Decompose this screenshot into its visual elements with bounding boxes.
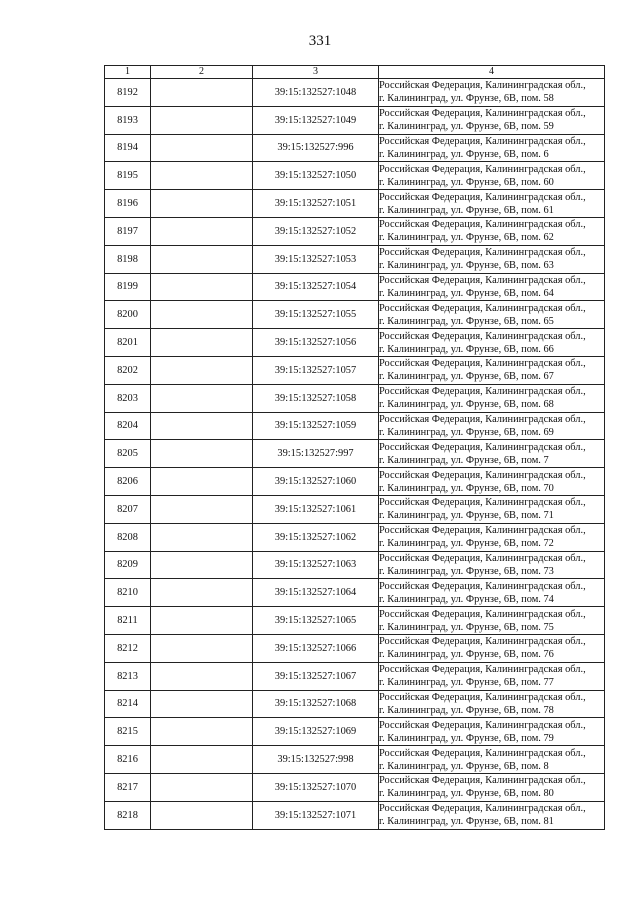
- row-number-cell: 8192: [105, 79, 151, 107]
- row-number-cell: 8201: [105, 329, 151, 357]
- address-cell: [379, 301, 605, 329]
- cadastral-number-cell: 39:15:132527:1063: [253, 551, 379, 579]
- cadastral-number-cell: 39:15:132527:1056: [253, 329, 379, 357]
- address-line-2: г. Калининград, ул. Фрунзе, 6В, пом. 77: [379, 677, 554, 689]
- empty-cell: [151, 523, 253, 551]
- row-number-cell: 8199: [105, 273, 151, 301]
- address-line-1: Российская Федерация, Калининградская обл.,: [379, 636, 586, 648]
- address-cell: [379, 662, 605, 690]
- table-row: [105, 801, 605, 829]
- table-row: [105, 718, 605, 746]
- address-line-1: Российская Федерация, Калининградская обл.,: [379, 664, 586, 676]
- address-line-1: Российская Федерация, Калининградская обл.,: [379, 803, 586, 815]
- cadastral-number-cell: 39:15:132527:1067: [253, 662, 379, 690]
- address-line-2: г. Калининград, ул. Фрунзе, 6В, пом. 66: [379, 343, 554, 355]
- address-line-2: г. Калининград, ул. Фрунзе, 6В, пом. 58: [379, 93, 554, 105]
- address-line-2: г. Калининград, ул. Фрунзе, 6В, пом. 80: [379, 788, 554, 800]
- address-line-2: г. Калининград, ул. Фрунзе, 6В, пом. 61: [379, 204, 554, 216]
- address-line-2: г. Калининград, ул. Фрунзе, 6В, пом. 8: [379, 760, 549, 772]
- row-number-cell: 8203: [105, 384, 151, 412]
- table-body: [105, 79, 605, 830]
- address-cell: [379, 162, 605, 190]
- address-cell: [379, 579, 605, 607]
- empty-cell: [151, 801, 253, 829]
- address-line-1: Российская Федерация, Калининградская обл.,: [379, 525, 586, 537]
- empty-cell: [151, 412, 253, 440]
- empty-cell: [151, 217, 253, 245]
- empty-cell: [151, 162, 253, 190]
- empty-cell: [151, 384, 253, 412]
- row-number-cell: 8214: [105, 690, 151, 718]
- empty-cell: [151, 718, 253, 746]
- row-number-cell: 8196: [105, 190, 151, 218]
- address-line-2: г. Калининград, ул. Фрунзе, 6В, пом. 73: [379, 565, 554, 577]
- address-line-1: Российская Федерация, Калининградская обл.,: [379, 358, 586, 370]
- empty-cell: [151, 746, 253, 774]
- address-cell: [379, 329, 605, 357]
- address-cell: [379, 690, 605, 718]
- cadastral-number-cell: 39:15:132527:1048: [253, 79, 379, 107]
- table-row: [105, 412, 605, 440]
- row-number-cell: 8202: [105, 356, 151, 384]
- address-line-1: Российская Федерация, Калининградская обл.,: [379, 691, 586, 703]
- cadastral-number-cell: 39:15:132527:996: [253, 134, 379, 162]
- row-number-cell: 8217: [105, 773, 151, 801]
- cadastral-number-cell: 39:15:132527:1065: [253, 607, 379, 635]
- address-line-1: Российская Федерация, Калининградская обл.,: [379, 274, 586, 286]
- cadastral-number-cell: 39:15:132527:1058: [253, 384, 379, 412]
- table-row: [105, 551, 605, 579]
- table-row: [105, 217, 605, 245]
- table-row: [105, 106, 605, 134]
- address-cell: [379, 134, 605, 162]
- empty-cell: [151, 579, 253, 607]
- empty-cell: [151, 440, 253, 468]
- address-line-1: Российская Федерация, Калининградская обл.,: [379, 552, 586, 564]
- empty-cell: [151, 662, 253, 690]
- row-number-cell: 8211: [105, 607, 151, 635]
- row-number-cell: 8213: [105, 662, 151, 690]
- cadastral-number-cell: 39:15:132527:1060: [253, 468, 379, 496]
- address-line-2: г. Калининград, ул. Фрунзе, 6В, пом. 76: [379, 649, 554, 661]
- address-line-1: Российская Федерация, Калининградская обл.,: [379, 580, 586, 592]
- row-number-cell: 8215: [105, 718, 151, 746]
- address-cell: [379, 106, 605, 134]
- table-row: [105, 746, 605, 774]
- table-row: [105, 440, 605, 468]
- row-number-cell: 8205: [105, 440, 151, 468]
- empty-cell: [151, 468, 253, 496]
- cadastral-number-cell: 39:15:132527:1061: [253, 495, 379, 523]
- cadastral-number-cell: 39:15:132527:1069: [253, 718, 379, 746]
- table-row: [105, 301, 605, 329]
- address-line-1: Российская Федерация, Калининградская обл.,: [379, 191, 586, 203]
- address-line-2: г. Калининград, ул. Фрунзе, 6В, пом. 65: [379, 315, 554, 327]
- table-row: [105, 468, 605, 496]
- table-row: [105, 273, 605, 301]
- cadastral-number-cell: 39:15:132527:1049: [253, 106, 379, 134]
- address-cell: [379, 773, 605, 801]
- column-header: 3: [253, 66, 379, 79]
- address-line-1: Российская Федерация, Калининградская обл.,: [379, 302, 586, 314]
- address-line-1: Российская Федерация, Калининградская обл.,: [379, 80, 586, 92]
- empty-cell: [151, 773, 253, 801]
- address-cell: [379, 607, 605, 635]
- row-number-cell: 8194: [105, 134, 151, 162]
- address-line-2: г. Калининград, ул. Фрунзе, 6В, пом. 62: [379, 232, 554, 244]
- empty-cell: [151, 607, 253, 635]
- address-line-1: Российская Федерация, Калининградская обл.,: [379, 719, 586, 731]
- address-line-2: г. Калининград, ул. Фрунзе, 6В, пом. 75: [379, 621, 554, 633]
- table-row: [105, 634, 605, 662]
- cadastral-number-cell: 39:15:132527:1057: [253, 356, 379, 384]
- address-line-2: г. Калининград, ул. Фрунзе, 6В, пом. 79: [379, 732, 554, 744]
- row-number-cell: 8212: [105, 634, 151, 662]
- table-row: [105, 190, 605, 218]
- address-line-2: г. Калининград, ул. Фрунзе, 6В, пом. 74: [379, 593, 554, 605]
- address-cell: [379, 746, 605, 774]
- address-cell: [379, 440, 605, 468]
- empty-cell: [151, 551, 253, 579]
- row-number-cell: 8195: [105, 162, 151, 190]
- row-number-cell: 8210: [105, 579, 151, 607]
- cadastral-number-cell: 39:15:132527:1062: [253, 523, 379, 551]
- address-line-2: г. Калининград, ул. Фрунзе, 6В, пом. 64: [379, 287, 554, 299]
- address-line-1: Российская Федерация, Калининградская обл.,: [379, 108, 586, 120]
- address-cell: [379, 190, 605, 218]
- address-line-1: Российская Федерация, Калининградская обл.,: [379, 219, 586, 231]
- row-number-cell: 8206: [105, 468, 151, 496]
- table-row: [105, 384, 605, 412]
- cadastral-number-cell: 39:15:132527:1059: [253, 412, 379, 440]
- table-row: [105, 245, 605, 273]
- empty-cell: [151, 79, 253, 107]
- empty-cell: [151, 106, 253, 134]
- address-line-1: Российская Федерация, Калининградская обл.,: [379, 469, 586, 481]
- table-row: [105, 329, 605, 357]
- row-number-cell: 8200: [105, 301, 151, 329]
- address-cell: [379, 495, 605, 523]
- address-cell: [379, 356, 605, 384]
- cadastral-number-cell: 39:15:132527:1051: [253, 190, 379, 218]
- address-line-1: Российская Федерация, Калининградская обл.,: [379, 247, 586, 259]
- address-line-2: г. Калининград, ул. Фрунзе, 6В, пом. 72: [379, 538, 554, 550]
- address-line-2: г. Калининград, ул. Фрунзе, 6В, пом. 69: [379, 426, 554, 438]
- address-line-1: Российская Федерация, Калининградская обл.,: [379, 163, 586, 175]
- column-header: 2: [151, 66, 253, 79]
- cadastral-number-cell: 39:15:132527:1066: [253, 634, 379, 662]
- empty-cell: [151, 134, 253, 162]
- address-line-2: г. Калининград, ул. Фрунзе, 6В, пом. 63: [379, 260, 554, 272]
- empty-cell: [151, 273, 253, 301]
- address-cell: [379, 523, 605, 551]
- address-line-1: Российская Федерация, Калининградская обл.,: [379, 747, 586, 759]
- table-row: [105, 579, 605, 607]
- cadastral-number-cell: 39:15:132527:1064: [253, 579, 379, 607]
- row-number-cell: 8208: [105, 523, 151, 551]
- address-line-2: г. Калининград, ул. Фрунзе, 6В, пом. 70: [379, 482, 554, 494]
- empty-cell: [151, 190, 253, 218]
- table-header-row: [105, 66, 605, 79]
- address-cell: [379, 634, 605, 662]
- row-number-cell: 8197: [105, 217, 151, 245]
- address-line-2: г. Калининград, ул. Фрунзе, 6В, пом. 81: [379, 816, 554, 828]
- address-line-2: г. Калининград, ул. Фрунзе, 6В, пом. 68: [379, 399, 554, 411]
- address-cell: [379, 245, 605, 273]
- address-cell: [379, 412, 605, 440]
- column-header: 1: [105, 66, 151, 79]
- address-line-2: г. Калининград, ул. Фрунзе, 6В, пом. 78: [379, 704, 554, 716]
- table-row: [105, 134, 605, 162]
- row-number-cell: 8198: [105, 245, 151, 273]
- row-number-cell: 8209: [105, 551, 151, 579]
- cadastral-number-cell: 39:15:132527:1053: [253, 245, 379, 273]
- cadastral-number-cell: 39:15:132527:1050: [253, 162, 379, 190]
- empty-cell: [151, 329, 253, 357]
- table-row: [105, 690, 605, 718]
- table-row: [105, 607, 605, 635]
- address-line-1: Российская Федерация, Калининградская обл.,: [379, 386, 586, 398]
- table-row: [105, 773, 605, 801]
- row-number-cell: 8193: [105, 106, 151, 134]
- address-cell: [379, 551, 605, 579]
- address-cell: [379, 217, 605, 245]
- cadastral-number-cell: 39:15:132527:1055: [253, 301, 379, 329]
- row-number-cell: 8218: [105, 801, 151, 829]
- address-line-1: Российская Федерация, Калининградская обл.,: [379, 441, 586, 453]
- address-line-2: г. Калининград, ул. Фрунзе, 6В, пом. 60: [379, 176, 554, 188]
- address-line-2: г. Калининград, ул. Фрунзе, 6В, пом. 59: [379, 121, 554, 133]
- table-row: [105, 523, 605, 551]
- address-line-2: г. Калининград, ул. Фрунзе, 6В, пом. 7: [379, 454, 549, 466]
- cadastral-number-cell: 39:15:132527:1071: [253, 801, 379, 829]
- empty-cell: [151, 356, 253, 384]
- registry-table: [104, 65, 605, 830]
- row-number-cell: 8216: [105, 746, 151, 774]
- table-row: [105, 495, 605, 523]
- address-cell: [379, 801, 605, 829]
- cadastral-number-cell: 39:15:132527:1052: [253, 217, 379, 245]
- address-line-2: г. Калининград, ул. Фрунзе, 6В, пом. 6: [379, 148, 549, 160]
- cadastral-number-cell: 39:15:132527:998: [253, 746, 379, 774]
- cadastral-number-cell: 39:15:132527:1054: [253, 273, 379, 301]
- empty-cell: [151, 245, 253, 273]
- address-cell: [379, 718, 605, 746]
- cadastral-number-cell: 39:15:132527:997: [253, 440, 379, 468]
- address-line-2: г. Калининград, ул. Фрунзе, 6В, пом. 67: [379, 371, 554, 383]
- address-line-1: Российская Федерация, Калининградская обл.,: [379, 330, 586, 342]
- cadastral-number-cell: 39:15:132527:1070: [253, 773, 379, 801]
- page-number: 331: [308, 33, 332, 49]
- table-row: [105, 356, 605, 384]
- row-number-cell: 8207: [105, 495, 151, 523]
- address-cell: [379, 468, 605, 496]
- table-row: [105, 162, 605, 190]
- column-header: 4: [379, 66, 605, 79]
- address-line-2: г. Калининград, ул. Фрунзе, 6В, пом. 71: [379, 510, 554, 522]
- address-line-1: Российская Федерация, Калининградская обл.,: [379, 608, 586, 620]
- address-line-1: Российская Федерация, Калининградская обл.,: [379, 413, 586, 425]
- table-row: [105, 662, 605, 690]
- empty-cell: [151, 634, 253, 662]
- cadastral-number-cell: 39:15:132527:1068: [253, 690, 379, 718]
- address-cell: [379, 79, 605, 107]
- address-cell: [379, 273, 605, 301]
- address-line-1: Российская Федерация, Калининградская обл.,: [379, 135, 586, 147]
- address-cell: [379, 384, 605, 412]
- empty-cell: [151, 690, 253, 718]
- table-row: [105, 79, 605, 107]
- address-line-1: Российская Федерация, Калининградская обл.,: [379, 497, 586, 509]
- empty-cell: [151, 495, 253, 523]
- address-line-1: Российская Федерация, Калининградская обл.,: [379, 775, 586, 787]
- empty-cell: [151, 301, 253, 329]
- row-number-cell: 8204: [105, 412, 151, 440]
